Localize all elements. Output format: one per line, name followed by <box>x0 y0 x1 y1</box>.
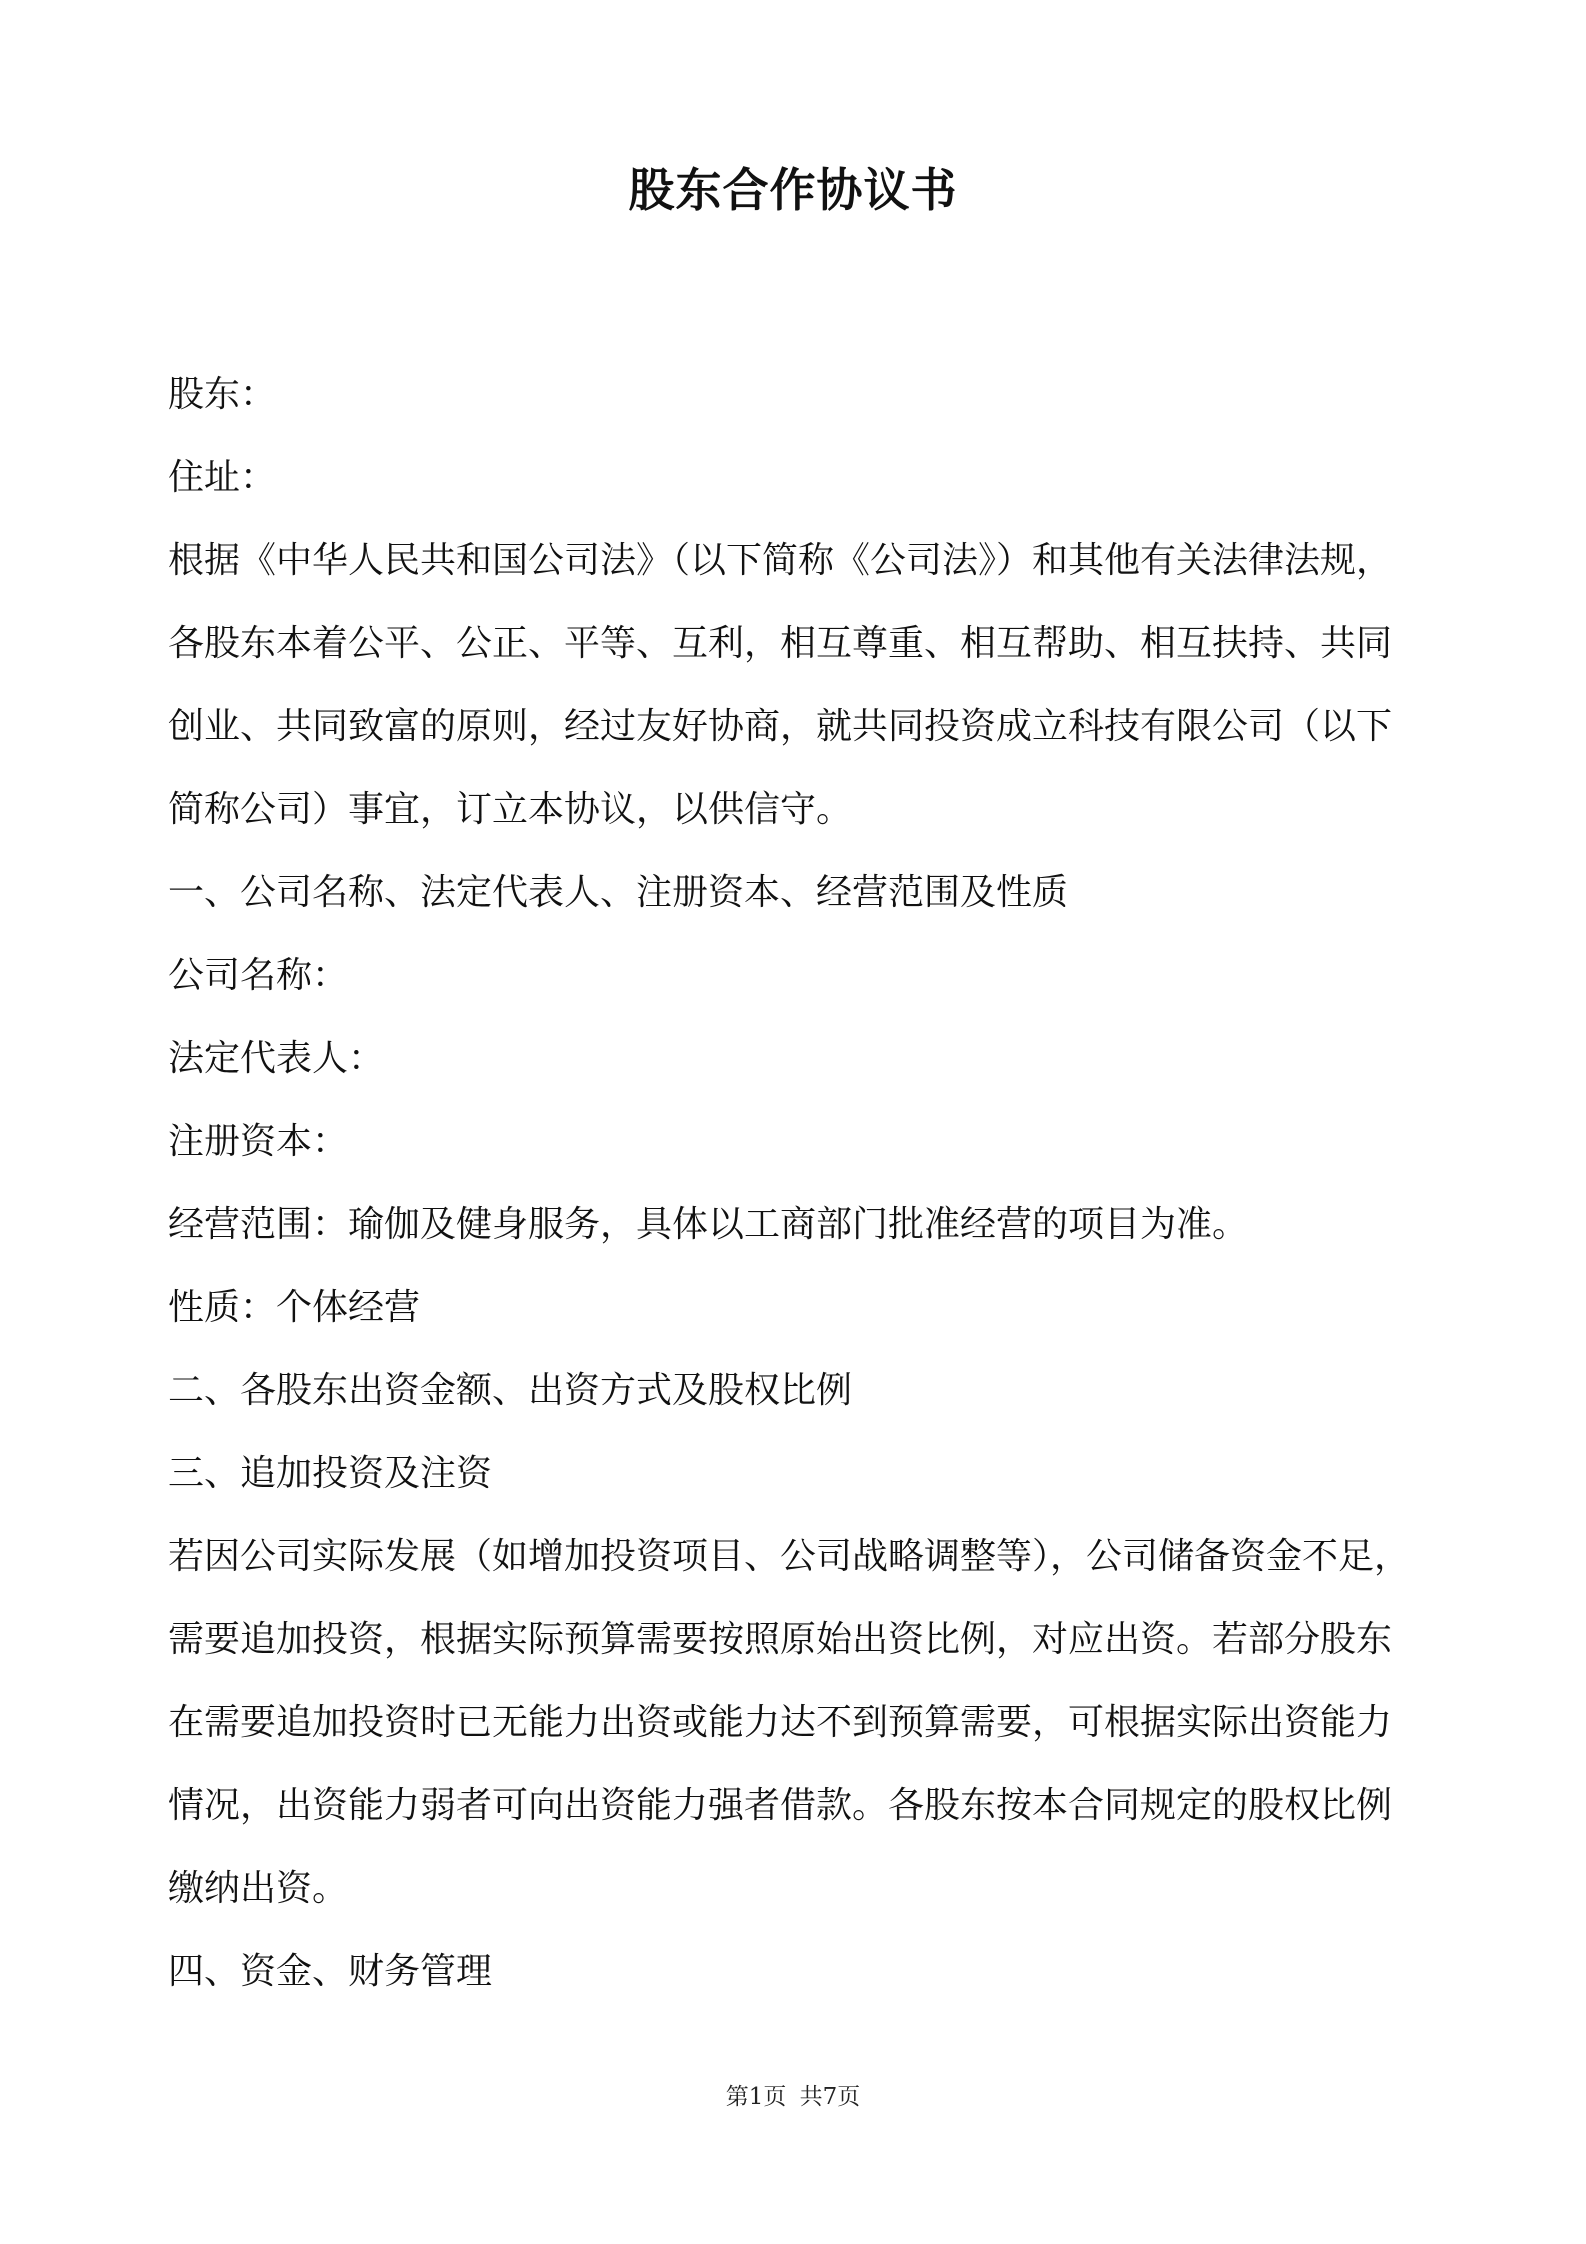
section-heading-3: 三、追加投资及注资 <box>168 1453 493 1494</box>
body-line-legal-representative: 法定代表人： <box>168 1038 385 1079</box>
body-line-registered-capital: 注册资本： <box>168 1121 349 1162</box>
section-heading-2: 二、各股东出资金额、出资方式及股权比例 <box>168 1370 853 1411</box>
body-line-preamble-1: 根据《中华人民共和国公司法》（以下简称《公司法》）和其他有关法律法规， <box>168 540 1393 581</box>
body-line-preamble-4: 简称公司）事宜，订立本协议，以供信守。 <box>168 789 853 830</box>
body-line-investment-2: 需要追加投资，根据实际预算需要按照原始出资比例，对应出资。若部分股东 <box>168 1619 1393 1660</box>
document-title: 股东合作协议书 <box>628 163 958 217</box>
body-line-investment-4: 情况，出资能力弱者可向出资能力强者借款。各股东按本合同规定的股权比例 <box>168 1785 1393 1826</box>
page-number-footer: 第1页 共7页 <box>725 2084 861 2110</box>
body-line-address: 住址： <box>168 457 277 498</box>
body-line-preamble-3: 创业、共同致富的原则，经过友好协商，就共同投资成立科技有限公司（以下 <box>168 706 1393 747</box>
body-line-preamble-2: 各股东本着公平、公正、平等、互利，相互尊重、相互帮助、相互扶持、共同 <box>168 623 1393 664</box>
body-line-shareholder: 股东： <box>168 374 277 415</box>
body-line-business-scope: 经营范围：瑜伽及健身服务，具体以工商部门批准经营的项目为准。 <box>168 1204 1249 1245</box>
body-line-investment-5: 缴纳出资。 <box>168 1868 349 1909</box>
section-heading-4: 四、资金、财务管理 <box>168 1951 493 1992</box>
body-line-investment-3: 在需要追加投资时已无能力出资或能力达不到预算需要，可根据实际出资能力 <box>168 1702 1393 1743</box>
document-body <box>168 353 1438 2013</box>
body-line-nature: 性质：个体经营 <box>168 1287 421 1328</box>
body-line-investment-1: 若因公司实际发展（如增加投资项目、公司战略调整等），公司储备资金不足， <box>168 1536 1411 1577</box>
section-heading-1: 一、公司名称、法定代表人、注册资本、经营范围及性质 <box>168 872 1069 913</box>
body-line-company-name: 公司名称： <box>168 955 349 996</box>
